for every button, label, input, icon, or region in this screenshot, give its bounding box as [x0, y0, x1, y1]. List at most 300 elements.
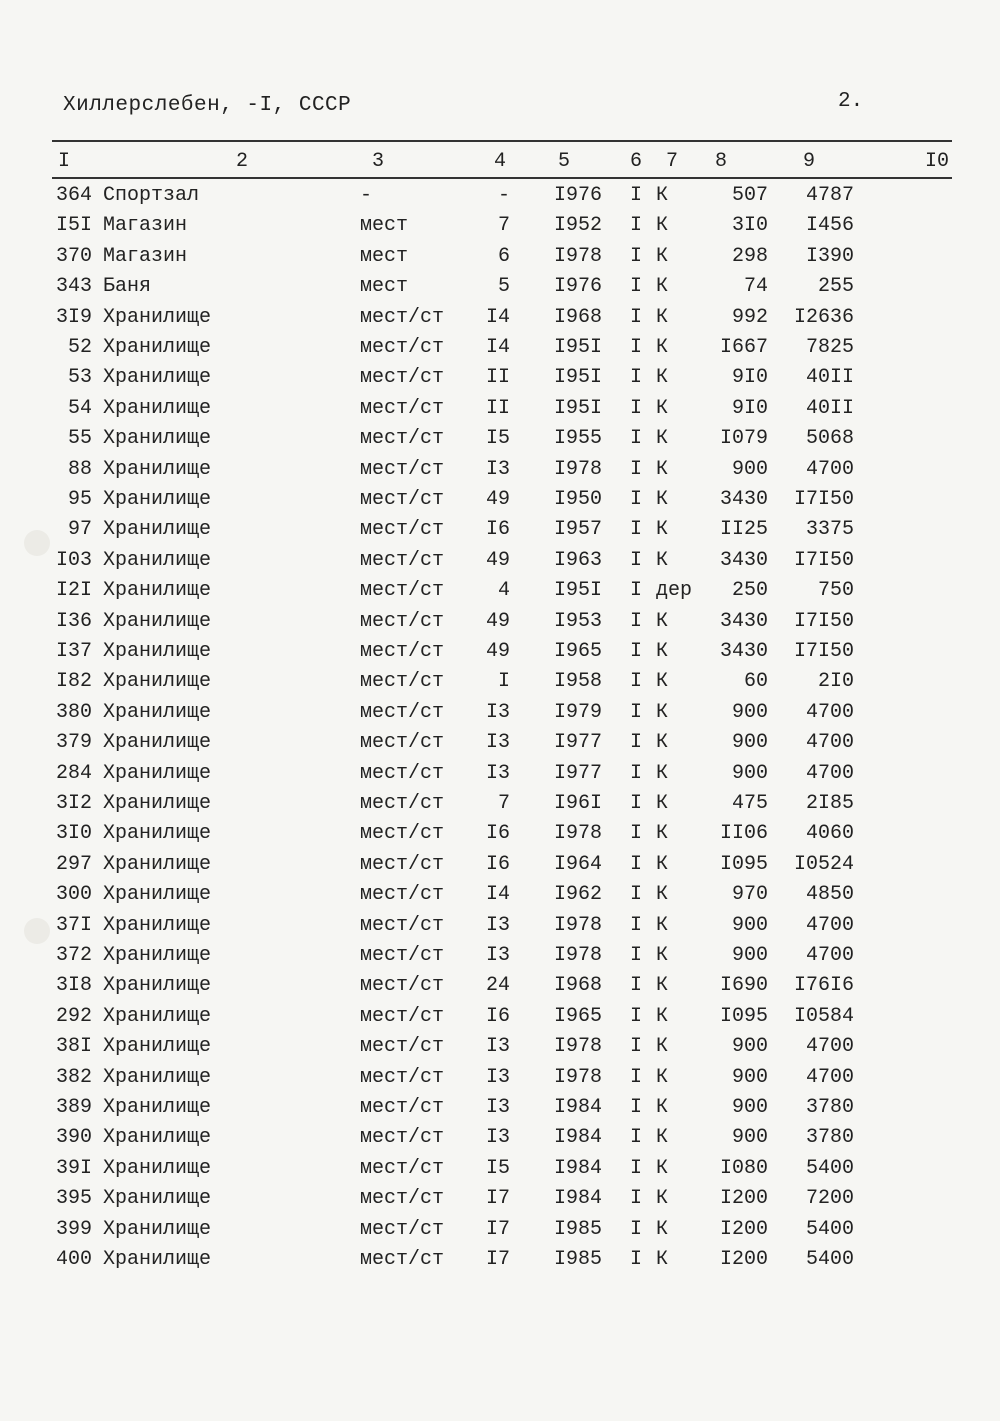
heating-type: мест/ст: [360, 579, 445, 603]
construction-year: I984: [554, 1096, 603, 1119]
building-number: I2I: [55, 579, 92, 603]
heating-type: мест/ст: [360, 761, 445, 785]
heating-type: мест/ст: [360, 1004, 445, 1028]
volume-value: 5400: [805, 1217, 854, 1241]
category: I: [630, 883, 643, 907]
area-value: 900: [731, 457, 768, 481]
building-number: 300: [55, 883, 92, 907]
area-value: 970: [731, 883, 768, 907]
category: I: [630, 457, 643, 481]
building-number: 380: [55, 700, 92, 724]
heating-type: мест/ст: [360, 913, 445, 937]
quantity: I3: [485, 913, 510, 937]
construction-year: I977: [554, 731, 603, 755]
heating-type: мест/ст: [360, 792, 445, 815]
quantity: 49: [485, 609, 510, 633]
construction-year: I95I: [554, 579, 603, 603]
quantity: I3: [485, 731, 510, 755]
table-row: [0, 610, 1000, 640]
quantity: 49: [485, 640, 510, 663]
heating-type: мест/ст: [360, 670, 445, 694]
area-value: 298: [731, 244, 768, 268]
building-name: Магазин: [103, 214, 188, 238]
heating-type: мест/ст: [360, 822, 445, 846]
quantity: I3: [485, 944, 510, 967]
quantity: I3: [485, 1035, 510, 1059]
table-row: [0, 1157, 1000, 1187]
construction-year: I985: [554, 1248, 603, 1271]
quantity: I7: [485, 1187, 510, 1211]
wall-material: К: [656, 1187, 669, 1211]
area-value: I667: [719, 336, 768, 359]
building-name: Хранилище: [103, 792, 212, 815]
building-number: 399: [55, 1217, 92, 1241]
building-number: 37I: [55, 913, 92, 937]
category: I: [630, 1065, 643, 1089]
category: I: [630, 1004, 643, 1028]
category: I: [630, 275, 643, 299]
category: I: [630, 792, 643, 815]
volume-value: 4060: [805, 822, 854, 846]
construction-year: I96I: [554, 792, 603, 815]
building-name: Хранилище: [103, 761, 212, 785]
building-number: 389: [55, 1096, 92, 1119]
volume-value: 5400: [805, 1156, 854, 1180]
wall-material: К: [656, 396, 669, 420]
construction-year: I978: [554, 1065, 603, 1089]
building-name: Хранилище: [103, 305, 212, 329]
table-row: [0, 1066, 1000, 1096]
wall-material: К: [656, 792, 669, 815]
table-row: [0, 1035, 1000, 1065]
area-value: 900: [731, 761, 768, 785]
construction-year: I957: [554, 518, 603, 542]
building-name: Хранилище: [103, 1156, 212, 1180]
construction-year: I958: [554, 670, 603, 694]
building-name: Хранилище: [103, 1065, 212, 1089]
construction-year: I978: [554, 244, 603, 268]
construction-year: I952: [554, 214, 603, 238]
heating-type: мест/ст: [360, 974, 445, 998]
area-value: 250: [731, 579, 768, 603]
building-name: Хранилище: [103, 1004, 212, 1028]
construction-year: I984: [554, 1187, 603, 1211]
category: I: [630, 1217, 643, 1241]
area-value: 900: [731, 1065, 768, 1089]
quantity: I6: [485, 1004, 510, 1028]
column-header-9: 9: [803, 150, 816, 173]
quantity: I: [497, 670, 510, 694]
table-row: [0, 640, 1000, 670]
construction-year: I95I: [554, 366, 603, 390]
table-row: [0, 366, 1000, 396]
category: I: [630, 852, 643, 876]
building-number: 97: [67, 518, 92, 542]
quantity: 6: [497, 244, 510, 268]
building-name: Хранилище: [103, 1035, 212, 1059]
volume-value: 2I85: [805, 792, 854, 815]
area-value: 3430: [719, 640, 768, 663]
category: I: [630, 913, 643, 937]
building-number: I37: [55, 640, 92, 663]
building-number: 55: [67, 427, 92, 451]
category: I: [630, 731, 643, 755]
table-row: [0, 914, 1000, 944]
building-number: 364: [55, 184, 92, 207]
volume-value: 4850: [805, 883, 854, 907]
building-number: 379: [55, 731, 92, 755]
quantity: I5: [485, 427, 510, 451]
building-number: 372: [55, 944, 92, 967]
category: I: [630, 609, 643, 633]
wall-material: К: [656, 1126, 669, 1150]
category: I: [630, 305, 643, 329]
construction-year: I968: [554, 305, 603, 329]
area-value: I200: [719, 1187, 768, 1211]
quantity: I3: [485, 457, 510, 481]
construction-year: I965: [554, 640, 603, 663]
area-value: I095: [719, 852, 768, 876]
quantity: I5: [485, 1156, 510, 1180]
volume-value: I7I50: [793, 640, 854, 663]
category: I: [630, 244, 643, 268]
volume-value: 5400: [805, 1248, 854, 1271]
column-header-6: 6: [630, 150, 643, 173]
volume-value: 4700: [805, 944, 854, 967]
building-name: Хранилище: [103, 1126, 212, 1150]
volume-value: 4700: [805, 1065, 854, 1089]
area-value: 900: [731, 1096, 768, 1119]
quantity: I3: [485, 700, 510, 724]
heating-type: мест/ст: [360, 1156, 445, 1180]
table-row: [0, 1248, 1000, 1278]
table-row: [0, 214, 1000, 244]
area-value: 900: [731, 913, 768, 937]
quantity: I3: [485, 761, 510, 785]
building-number: 395: [55, 1187, 92, 1211]
category: I: [630, 366, 643, 390]
quantity: I6: [485, 852, 510, 876]
table-row: [0, 275, 1000, 305]
column-header-5: 5: [558, 150, 571, 173]
category: I: [630, 700, 643, 724]
volume-value: I0524: [793, 852, 854, 876]
building-name: Магазин: [103, 244, 188, 268]
building-name: Хранилище: [103, 852, 212, 876]
table-row: [0, 731, 1000, 761]
heating-type: мест/ст: [360, 488, 445, 511]
wall-material: К: [656, 640, 669, 663]
building-name: Хранилище: [103, 457, 212, 481]
table-row: [0, 762, 1000, 792]
page-number: 2.: [838, 90, 864, 113]
category: I: [630, 396, 643, 420]
wall-material: К: [656, 1248, 669, 1271]
category: I: [630, 1248, 643, 1271]
area-value: 3I0: [731, 214, 768, 238]
category: I: [630, 184, 643, 207]
volume-value: 40II: [805, 396, 854, 420]
heating-type: мест/ст: [360, 1187, 445, 1211]
area-value: 475: [731, 792, 768, 815]
area-value: 9I0: [731, 366, 768, 390]
quantity: I6: [485, 518, 510, 542]
building-number: I5I: [55, 214, 92, 238]
wall-material: К: [656, 852, 669, 876]
volume-value: I390: [805, 244, 854, 268]
table-row: [0, 184, 1000, 214]
wall-material: К: [656, 609, 669, 633]
table-row: [0, 488, 1000, 518]
volume-value: 3375: [805, 518, 854, 542]
wall-material: К: [656, 184, 669, 207]
quantity: I3: [485, 1065, 510, 1089]
heating-type: мест/ст: [360, 427, 445, 451]
construction-year: I977: [554, 761, 603, 785]
heating-type: -: [360, 184, 373, 207]
building-name: Хранилище: [103, 336, 212, 359]
volume-value: 40II: [805, 366, 854, 390]
building-number: 38I: [55, 1035, 92, 1059]
wall-material: К: [656, 244, 669, 268]
quantity: 7: [497, 792, 510, 815]
heating-type: мест/ст: [360, 883, 445, 907]
column-header-3: 3: [372, 150, 385, 173]
construction-year: I978: [554, 1035, 603, 1059]
building-name: Хранилище: [103, 944, 212, 967]
area-value: I080: [719, 1156, 768, 1180]
construction-year: I978: [554, 913, 603, 937]
building-number: 370: [55, 244, 92, 268]
wall-material: К: [656, 305, 669, 329]
category: I: [630, 214, 643, 238]
building-name: Хранилище: [103, 518, 212, 542]
building-name: Хранилище: [103, 822, 212, 846]
quantity: I7: [485, 1248, 510, 1271]
category: I: [630, 761, 643, 785]
heating-type: мест/ст: [360, 1126, 445, 1150]
category: I: [630, 1126, 643, 1150]
table-row: [0, 701, 1000, 731]
table-row: [0, 974, 1000, 1004]
quantity: 49: [485, 548, 510, 572]
building-name: Хранилище: [103, 731, 212, 755]
area-value: 60: [743, 670, 768, 694]
column-header-8: 8: [715, 150, 728, 173]
wall-material: К: [656, 761, 669, 785]
wall-material: К: [656, 427, 669, 451]
building-name: Хранилище: [103, 1217, 212, 1241]
table-row: [0, 792, 1000, 822]
building-name: Хранилище: [103, 366, 212, 390]
wall-material: К: [656, 1217, 669, 1241]
wall-material: К: [656, 1096, 669, 1119]
volume-value: 4700: [805, 761, 854, 785]
volume-value: 7825: [805, 336, 854, 359]
heating-type: мест/ст: [360, 396, 445, 420]
building-number: 284: [55, 761, 92, 785]
construction-year: I95I: [554, 396, 603, 420]
building-name: Хранилище: [103, 1187, 212, 1211]
wall-material: К: [656, 822, 669, 846]
building-name: Хранилище: [103, 396, 212, 420]
building-number: 95: [67, 488, 92, 511]
wall-material: К: [656, 731, 669, 755]
building-name: Хранилище: [103, 974, 212, 998]
building-number: 3I0: [55, 822, 92, 846]
construction-year: I984: [554, 1126, 603, 1150]
heating-type: мест/ст: [360, 1217, 445, 1241]
building-name: Баня: [103, 275, 152, 299]
column-header-10: I0: [925, 150, 950, 173]
heating-type: мест/ст: [360, 609, 445, 633]
table-row: [0, 1005, 1000, 1035]
wall-material: К: [656, 275, 669, 299]
table-row: [0, 458, 1000, 488]
wall-material: К: [656, 336, 669, 359]
building-name: Хранилище: [103, 579, 212, 603]
table-row: [0, 579, 1000, 609]
heating-type: мест/ст: [360, 366, 445, 390]
volume-value: I0584: [793, 1004, 854, 1028]
volume-value: 4787: [805, 184, 854, 207]
category: I: [630, 974, 643, 998]
quantity: II: [485, 366, 510, 390]
quantity: I3: [485, 1126, 510, 1150]
wall-material: К: [656, 1065, 669, 1089]
category: I: [630, 1035, 643, 1059]
construction-year: I979: [554, 700, 603, 724]
quantity: 24: [485, 974, 510, 998]
category: I: [630, 518, 643, 542]
building-name: Хранилище: [103, 883, 212, 907]
category: I: [630, 670, 643, 694]
table-row: [0, 336, 1000, 366]
table-row: [0, 1187, 1000, 1217]
category: I: [630, 822, 643, 846]
wall-material: К: [656, 974, 669, 998]
area-value: I200: [719, 1217, 768, 1241]
wall-material: К: [656, 670, 669, 694]
volume-value: 3780: [805, 1096, 854, 1119]
building-number: 292: [55, 1004, 92, 1028]
category: I: [630, 1156, 643, 1180]
table-row: [0, 306, 1000, 336]
page-title: Хиллерслебен, -I, СССР: [63, 94, 352, 117]
quantity: 4: [497, 579, 510, 603]
construction-year: I95I: [554, 336, 603, 359]
table-row: [0, 883, 1000, 913]
building-number: 54: [67, 396, 92, 420]
wall-material: К: [656, 700, 669, 724]
heating-type: мест/ст: [360, 457, 445, 481]
construction-year: I950: [554, 488, 603, 511]
building-number: I36: [55, 609, 92, 633]
wall-material: К: [656, 1156, 669, 1180]
construction-year: I955: [554, 427, 603, 451]
volume-value: 255: [817, 275, 854, 299]
table-row: [0, 670, 1000, 700]
building-number: 382: [55, 1065, 92, 1089]
volume-value: I456: [805, 214, 854, 238]
column-header-1: I: [58, 150, 71, 173]
wall-material: К: [656, 518, 669, 542]
building-number: 3I2: [55, 792, 92, 815]
construction-year: I978: [554, 822, 603, 846]
area-value: 900: [731, 731, 768, 755]
table-row: [0, 427, 1000, 457]
area-value: 507: [731, 184, 768, 207]
wall-material: К: [656, 883, 669, 907]
table-row: [0, 1218, 1000, 1248]
volume-value: 4700: [805, 913, 854, 937]
volume-value: 5068: [805, 427, 854, 451]
wall-material: К: [656, 1004, 669, 1028]
area-value: 900: [731, 700, 768, 724]
column-header-2: 2: [236, 150, 249, 173]
building-name: Хранилище: [103, 640, 212, 663]
area-value: II25: [719, 518, 768, 542]
building-name: Хранилище: [103, 609, 212, 633]
area-value: 3430: [719, 609, 768, 633]
building-name: Хранилище: [103, 1096, 212, 1119]
quantity: -: [497, 184, 510, 207]
heating-type: мест/ст: [360, 852, 445, 876]
volume-value: 7200: [805, 1187, 854, 1211]
building-name: Хранилище: [103, 670, 212, 694]
table-row: [0, 245, 1000, 275]
construction-year: I965: [554, 1004, 603, 1028]
table-row: [0, 1126, 1000, 1156]
quantity: I7: [485, 1217, 510, 1241]
table-row: [0, 822, 1000, 852]
category: I: [630, 1187, 643, 1211]
heating-type: мест/ст: [360, 1096, 445, 1119]
building-number: 343: [55, 275, 92, 299]
heating-type: мест/ст: [360, 336, 445, 359]
area-value: I200: [719, 1248, 768, 1271]
area-value: I095: [719, 1004, 768, 1028]
construction-year: I964: [554, 852, 603, 876]
volume-value: 4700: [805, 457, 854, 481]
building-number: 52: [67, 336, 92, 359]
area-value: 3430: [719, 548, 768, 572]
area-value: 992: [731, 305, 768, 329]
heating-type: мест: [360, 214, 409, 238]
category: I: [630, 579, 643, 603]
building-number: 3I8: [55, 974, 92, 998]
area-value: II06: [719, 822, 768, 846]
building-name: Хранилище: [103, 427, 212, 451]
volume-value: 4700: [805, 731, 854, 755]
quantity: 49: [485, 488, 510, 511]
volume-value: 2I0: [817, 670, 854, 694]
quantity: II: [485, 396, 510, 420]
area-value: I690: [719, 974, 768, 998]
heating-type: мест/ст: [360, 944, 445, 967]
building-name: Спортзал: [103, 184, 200, 207]
area-value: 9I0: [731, 396, 768, 420]
building-number: 400: [55, 1248, 92, 1271]
quantity: I3: [485, 1096, 510, 1119]
category: I: [630, 548, 643, 572]
quantity: 7: [497, 214, 510, 238]
building-name: Хранилище: [103, 488, 212, 511]
building-name: Хранилище: [103, 913, 212, 937]
building-number: 88: [67, 457, 92, 481]
construction-year: I976: [554, 275, 603, 299]
table-header-rule: [52, 177, 952, 179]
